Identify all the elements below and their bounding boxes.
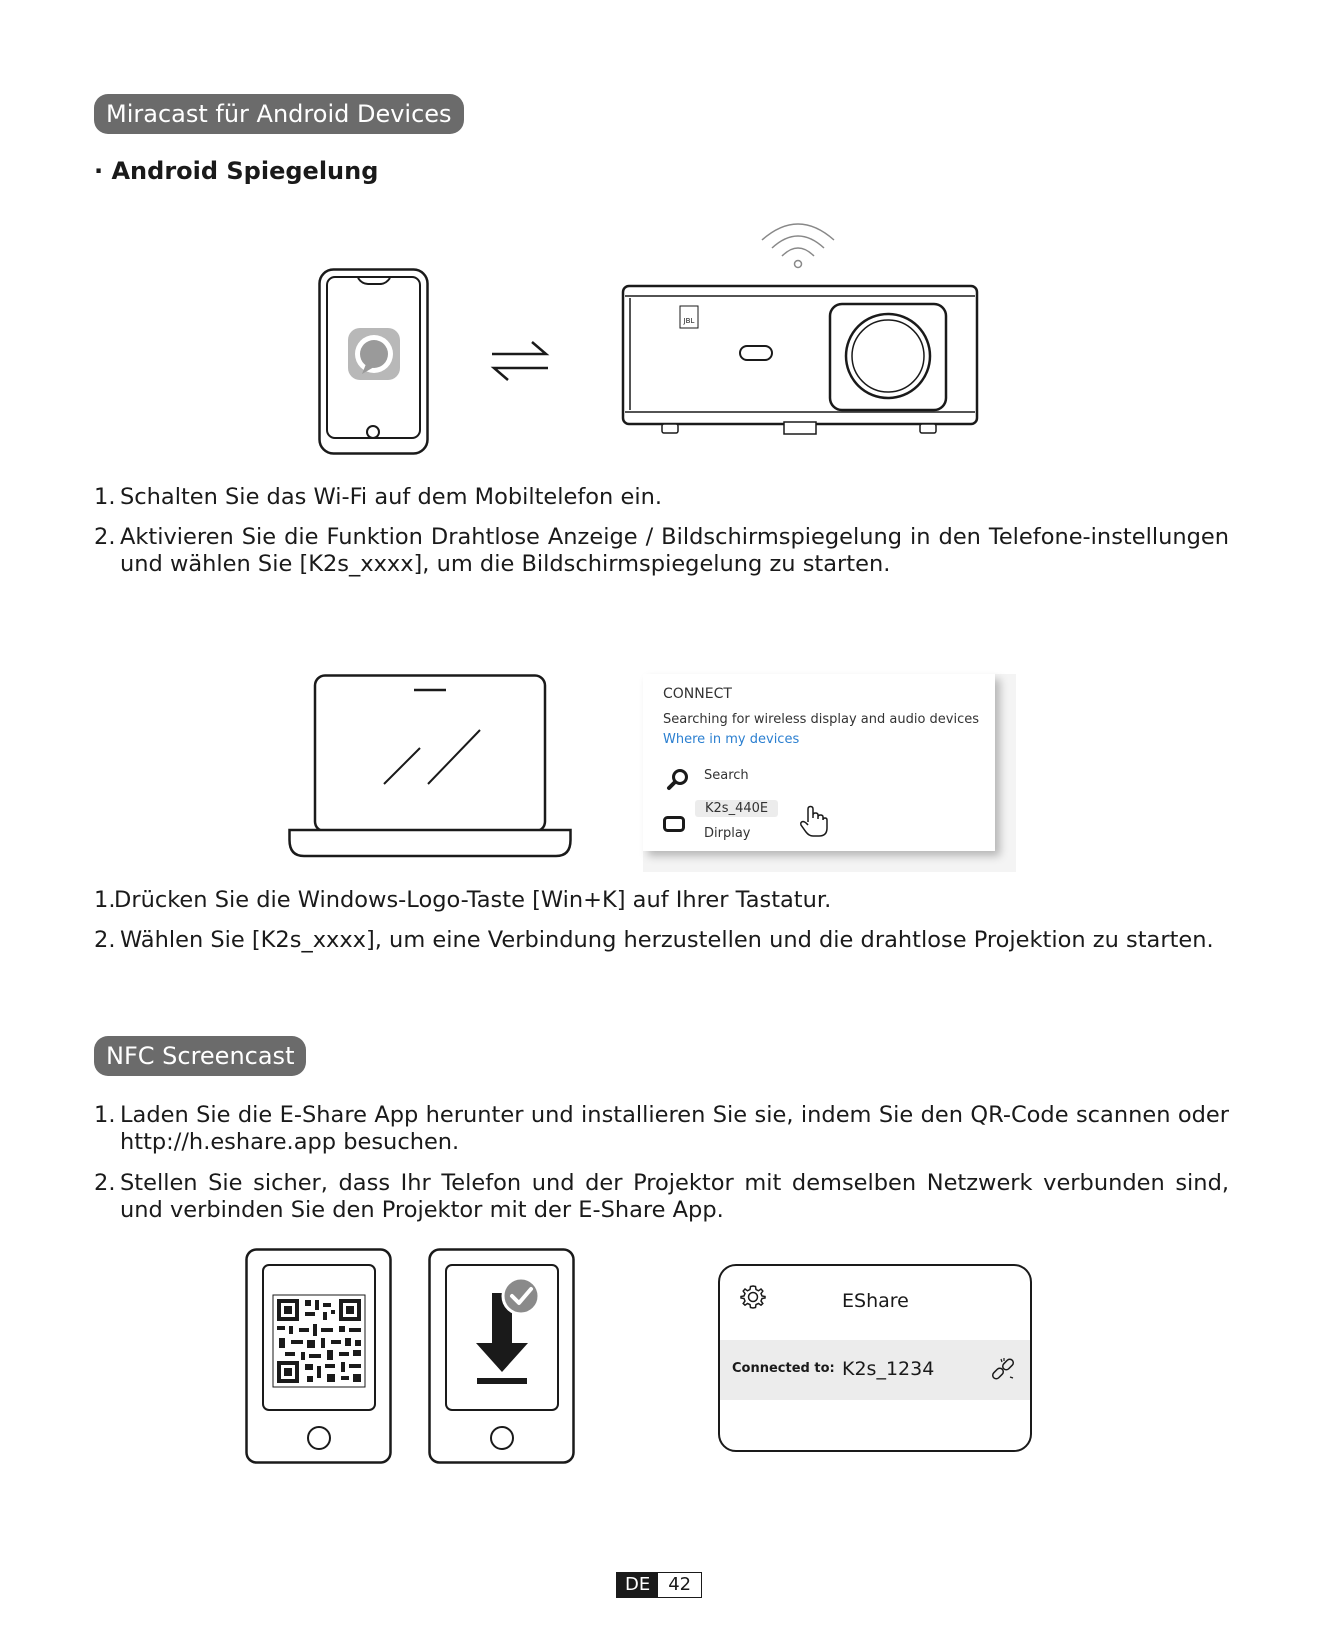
section-title-miracast: Miracast für Android Devices	[94, 94, 464, 134]
windows-step-2: 2. Wählen Sie [K2s_xxxx], um eine Verbindung herzustellen und die drahtlose Projektion zu starten.	[94, 927, 1214, 953]
gear-icon[interactable]	[740, 1284, 766, 1310]
device-name-chip[interactable]: K2s_440E	[695, 800, 778, 817]
subsection-title-android: · Android Spiegelung	[94, 157, 379, 185]
download-phone-illustration	[428, 1248, 576, 1464]
android-step-2: 2. Aktivieren Sie die Funktion Drahtlose Anzeige / Bildschirmspiegelung in den Telefone-instellungen und wählen Sie [K2s_xxxx], um die Bildschirmspiegelung zu starten.	[94, 524, 1229, 577]
connect-description: Searching for wireless display and audio devices	[663, 712, 980, 727]
eshare-connected-row	[720, 1340, 1030, 1400]
eshare-title: EShare	[842, 1290, 909, 1312]
connect-devices-link[interactable]: Where in my devices	[663, 732, 800, 747]
connected-label: Connected to:	[732, 1361, 835, 1376]
search-label[interactable]: Search	[704, 768, 749, 783]
jbl-logo: JBL	[683, 317, 695, 325]
section-title-nfc: NFC Screencast	[94, 1036, 306, 1076]
connect-panel	[643, 674, 1016, 872]
page-number: 42	[668, 1574, 692, 1595]
windows-step-1: 1. Drücken Sie die Windows-Logo-Taste [Win+K] auf Ihrer Tastatur.	[94, 887, 832, 913]
connected-device: K2s_1234	[842, 1358, 935, 1380]
connect-card	[643, 674, 995, 851]
phone-illustration	[318, 268, 430, 456]
laptop-illustration	[288, 674, 572, 858]
eshare-app-card	[718, 1264, 1032, 1452]
android-step-1: 1. Schalten Sie das Wi-Fi auf dem Mobiltelefon ein.	[94, 484, 662, 510]
cast-app-icon	[348, 328, 400, 380]
connect-title: CONNECT	[663, 686, 732, 702]
language-label: DE	[617, 1573, 658, 1597]
check-badge-icon	[503, 1278, 539, 1314]
projector-illustration	[620, 284, 980, 440]
nfc-step-1: 1. Laden Sie die E-Share App herunter und installieren Sie sie, indem Sie den QR-Code scannen oder http://h.eshare.app besuchen.	[94, 1102, 1229, 1155]
disconnect-link-icon[interactable]	[990, 1356, 1016, 1382]
nfc-step-2: 2. Stellen Sie sicher, dass Ihr Telefon und der Projektor mit demselben Netzwerk verbunden sind, und verbinden Sie den Projektor mit der E-Share App.	[94, 1170, 1229, 1223]
qr-code-icon	[273, 1295, 365, 1387]
device-subtitle: Dirplay	[704, 826, 751, 841]
qr-phone-illustration	[245, 1248, 393, 1464]
pointer-hand-icon	[799, 806, 829, 838]
wifi-icon	[760, 218, 836, 270]
display-device-icon	[663, 816, 685, 834]
search-icon	[667, 768, 689, 790]
exchange-arrows-icon	[490, 338, 550, 384]
page-footer	[616, 1572, 702, 1598]
